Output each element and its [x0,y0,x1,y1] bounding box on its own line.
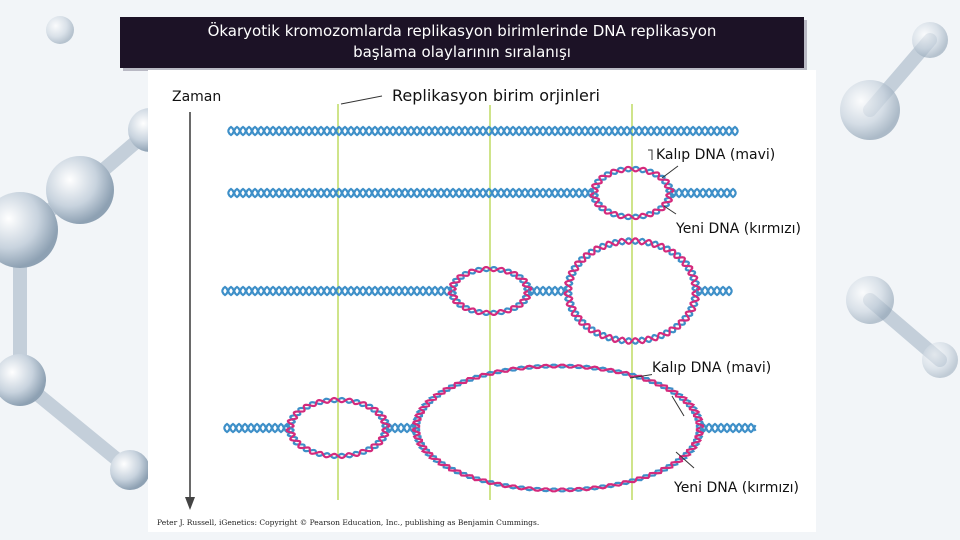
bubble-row-4-merged-bottom-template [413,428,703,491]
time-arrow [185,112,195,510]
template-dna-label-bottom: Kalıp DNA (mavi) [652,360,772,376]
replication-origins-label: Replikasyon birim orjinleri [392,86,600,105]
title-line-2: başlama olaylarının sıralanışı [353,43,571,61]
dna-molecules [222,127,756,491]
bubble-row-4-merged-bottom-new [413,428,703,491]
template-dna-label-top: Kalıp DNA (mavi) [656,147,776,163]
time-label: Zaman [172,89,222,105]
title-line-1: Ökaryotik kromozomlarda replikasyon birimlerinde DNA replikasyon [207,22,717,40]
new-dna-label-bottom: Yeni DNA (kırmızı) [674,480,799,496]
label-leader-lines [341,96,694,468]
new-dna-label-top: Yeni DNA (kırmızı) [676,221,801,237]
copyright-notice: Peter J. Russell, iGenetics: Copyright © Pearson Education, Inc., publishing as Benjamin Cummings. [157,518,540,527]
